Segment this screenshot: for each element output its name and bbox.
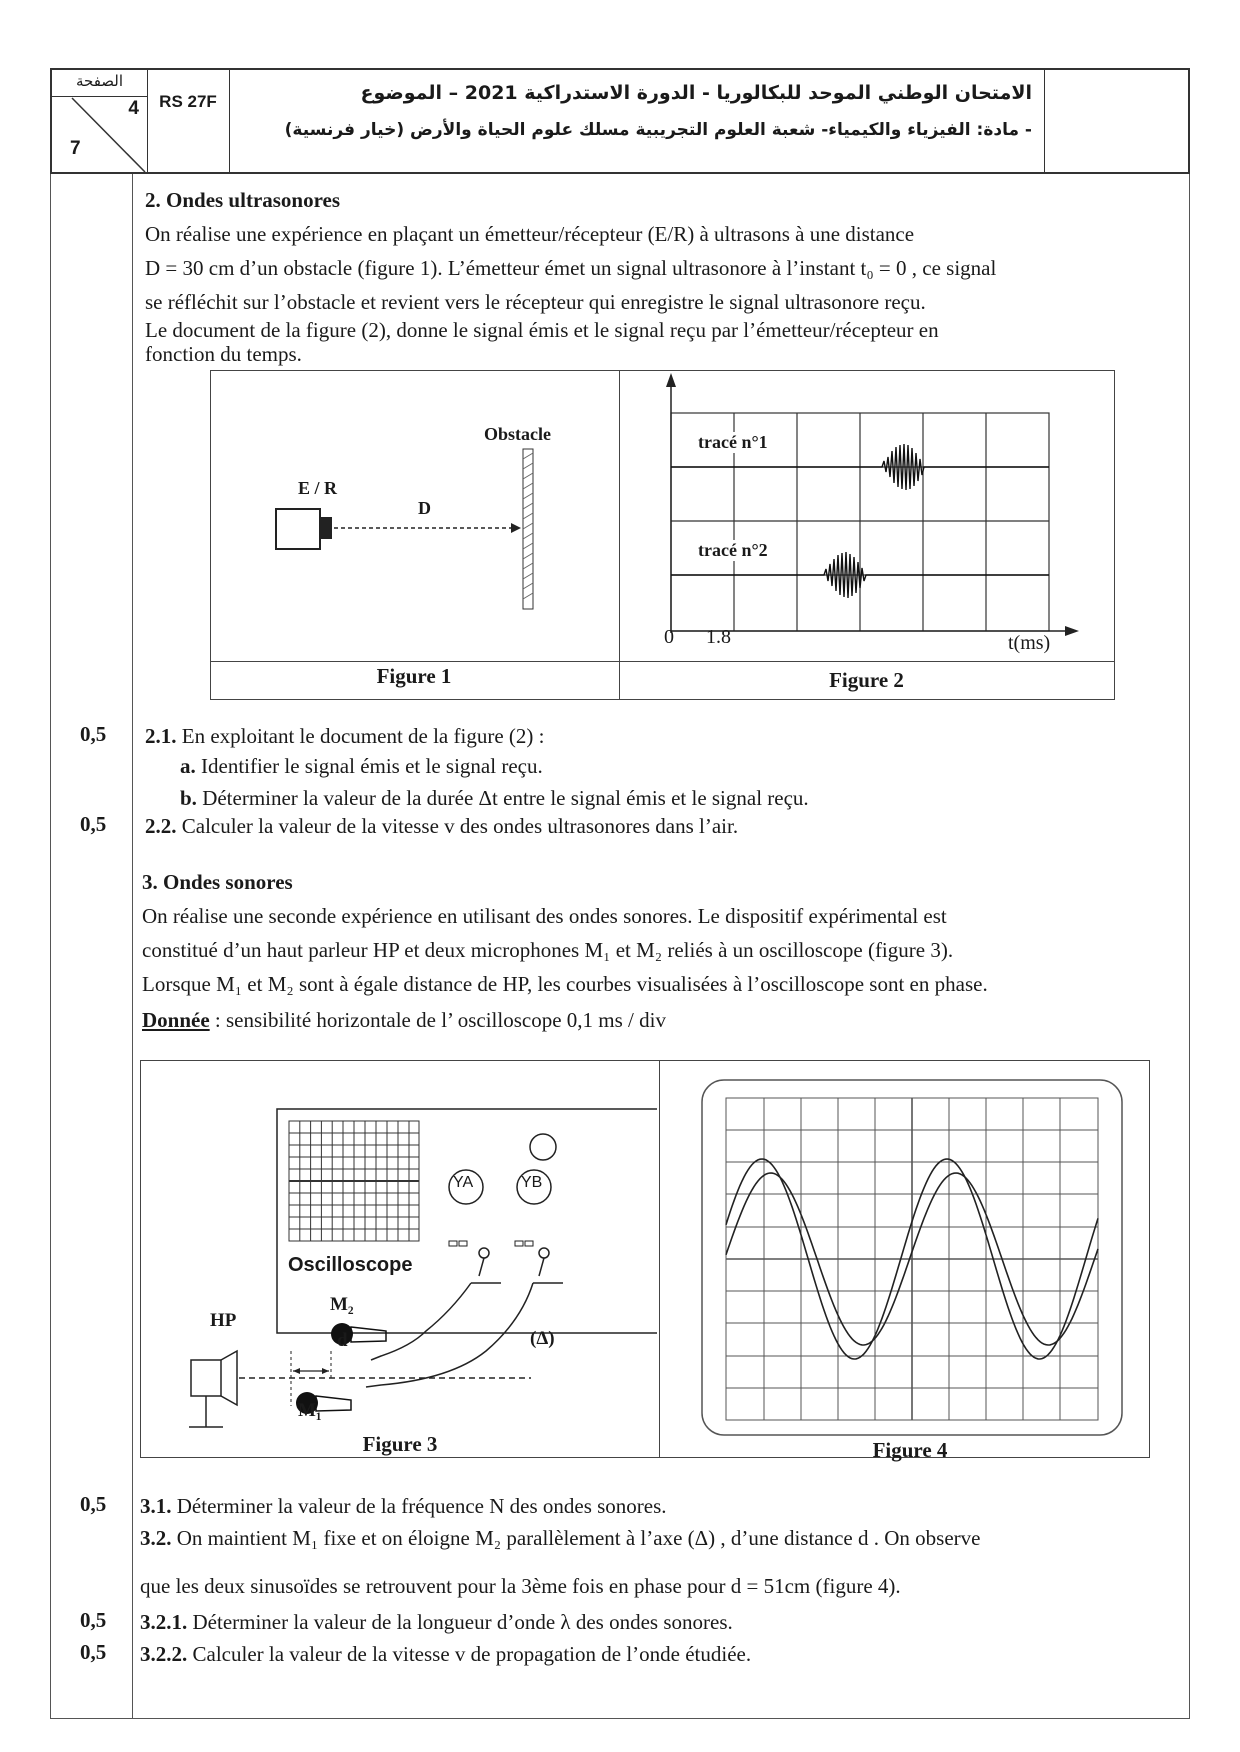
figure-2-caption: Figure 2 — [829, 668, 904, 692]
oscilloscope-label: Oscilloscope — [288, 1254, 413, 1276]
question-text: En exploitant le document de la figure (2) : — [176, 724, 545, 748]
transducer-icon — [320, 517, 332, 539]
question-mark: 0,5 — [80, 812, 107, 836]
question-text: Calculer la valeur de la vitesse v de propagation de l’onde étudiée. — [187, 1642, 752, 1666]
cable-m2 — [371, 1283, 471, 1360]
m2-label: M₂ — [330, 1294, 354, 1315]
paragraph-line: On réalise une seconde expérience en utilisant des ondes sonores. Le dispositif expérimental est — [142, 904, 947, 928]
margin-line — [132, 174, 133, 1719]
data-text: : sensibilité horizontale de l’ oscilloscope 0,1 ms / div — [209, 1008, 666, 1032]
question-mark: 0,5 — [80, 1608, 107, 1632]
x-axis-label: t(ms) — [1008, 632, 1051, 654]
sub-question-text: Identifier le signal émis et le signal reçu. — [195, 754, 543, 778]
trace-2-label: tracé n°2 — [698, 540, 768, 560]
exam-code-box — [147, 70, 230, 172]
question-mark: 0,5 — [80, 1640, 107, 1664]
paragraph-line: se réfléchit sur l’obstacle et revient vers le récepteur qui enregistre le signal ultrasonore reçu. — [145, 290, 926, 314]
question-text: que les deux sinusoïdes se retrouvent pour la 3ème fois en phase pour d = 51cm (figure 4). — [140, 1574, 901, 1598]
distance-label: D — [418, 498, 431, 518]
paragraph-line: Lorsque M₁ et M₂ sont à égale distance de HP, les courbes visualisées à l’oscilloscope sont en phase. — [142, 972, 988, 996]
paragraph-line: fonction du temps. — [145, 342, 302, 366]
oscilloscope-screen — [289, 1121, 419, 1241]
question-number: 3.2.1. — [140, 1610, 188, 1634]
question-number: 3.2. — [140, 1526, 172, 1550]
trace-1-label: tracé n°1 — [698, 432, 768, 452]
y-axis-arrow-icon — [666, 373, 676, 387]
paragraph-line: On réalise une expérience en plaçant un émetteur/récepteur (E/R) à ultrasons à une distance — [145, 222, 915, 246]
hp-label: HP — [210, 1310, 237, 1331]
figure-4-caption: Figure 4 — [872, 1438, 948, 1462]
ya-label: YA — [453, 1174, 474, 1191]
power-knob-icon — [530, 1134, 556, 1160]
x-axis-arrow-icon — [1065, 626, 1079, 636]
exam-title: الامتحان الوطني الموحد للبكالوريا - الدورة الاستدراكية 2021 – الموضوع — [360, 82, 1032, 104]
yb-label: YB — [521, 1174, 543, 1191]
page-number: 4 — [128, 98, 139, 119]
question-text: On maintient M₁ fixe et on éloigne M₂ parallèlement à l’axe (Δ) , d’une distance d . On observe — [171, 1526, 981, 1550]
obstacle-wall — [523, 449, 533, 609]
total-pages: 7 — [70, 138, 81, 159]
x-origin-label: 0 — [664, 626, 674, 648]
delta-label: (Δ) — [530, 1328, 555, 1349]
figure-3-caption: Figure 3 — [362, 1432, 438, 1456]
page-number-box — [52, 70, 148, 172]
arrow-head-icon — [511, 523, 521, 533]
question-number: 3.1. — [140, 1494, 172, 1518]
paragraph-line: Le document de la figure (2), donne le signal émis et le signal reçu par l’émetteur/récepteur en — [145, 318, 939, 342]
d-label: d — [337, 1330, 348, 1351]
page-label: الصفحة — [52, 72, 147, 97]
figure-2-chart — [619, 371, 1114, 659]
paragraph-line: D = 30 cm d’un obstacle (figure 1). L’émetteur émet un signal ultrasonore à l’instant t₀ = 0 , ce signal — [145, 256, 997, 280]
data-label: Donnée — [142, 1008, 210, 1032]
figure-1-caption: Figure 1 — [376, 664, 452, 688]
cable-m1 — [366, 1283, 533, 1387]
m1-label: M₁ — [298, 1400, 322, 1421]
sub-question-letter: a. — [180, 754, 196, 778]
sub-question-letter: b. — [180, 786, 197, 810]
figure-divider — [659, 1061, 660, 1457]
question-text: Déterminer la valeur de la longueur d’onde λ des ondes sonores. — [187, 1610, 733, 1634]
question-mark: 0,5 — [80, 722, 107, 746]
er-label: E / R — [298, 478, 338, 498]
exam-subject: - مادة: الفيزياء والكيمياء- شعبة العلوم التجريبية مسلك علوم الحياة والأرض (خيار فرنسية) — [284, 120, 1032, 140]
section-heading-sonores: 3. Ondes sonores — [142, 870, 293, 894]
paragraph-line: constitué d’un haut parleur HP et deux microphones M₁ et M₂ reliés à un oscilloscope (figure 3). — [142, 938, 954, 962]
question-text: Déterminer la valeur de la fréquence N des ondes sonores. — [171, 1494, 667, 1518]
exam-title-box — [229, 70, 1045, 172]
exam-code: RS 27F — [159, 92, 217, 111]
figure-1-diagram — [211, 371, 617, 659]
figure-4-grid — [726, 1098, 1098, 1420]
question-number: 2.2. — [145, 814, 177, 838]
question-number: 2.1. — [145, 724, 177, 748]
input-connectors — [471, 1248, 563, 1283]
emitter-receiver-box — [276, 509, 320, 549]
obstacle-label: Obstacle — [484, 424, 551, 444]
caption-divider — [211, 661, 1114, 662]
question-number: 3.2.2. — [140, 1642, 188, 1666]
page-header — [50, 68, 1190, 174]
speaker-icon — [191, 1360, 221, 1396]
section-heading-ultrasons: 2. Ondes ultrasonores — [145, 188, 341, 212]
x-tick-label: 1.8 — [706, 626, 731, 648]
question-mark: 0,5 — [80, 1492, 107, 1516]
question-text: Calculer la valeur de la vitesse v des ondes ultrasonores dans l’air. — [176, 814, 739, 838]
figure-4-oscillogram — [700, 1078, 1125, 1438]
sub-question-text: Déterminer la valeur de la durée Δt entre le signal émis et le signal reçu. — [196, 786, 809, 810]
